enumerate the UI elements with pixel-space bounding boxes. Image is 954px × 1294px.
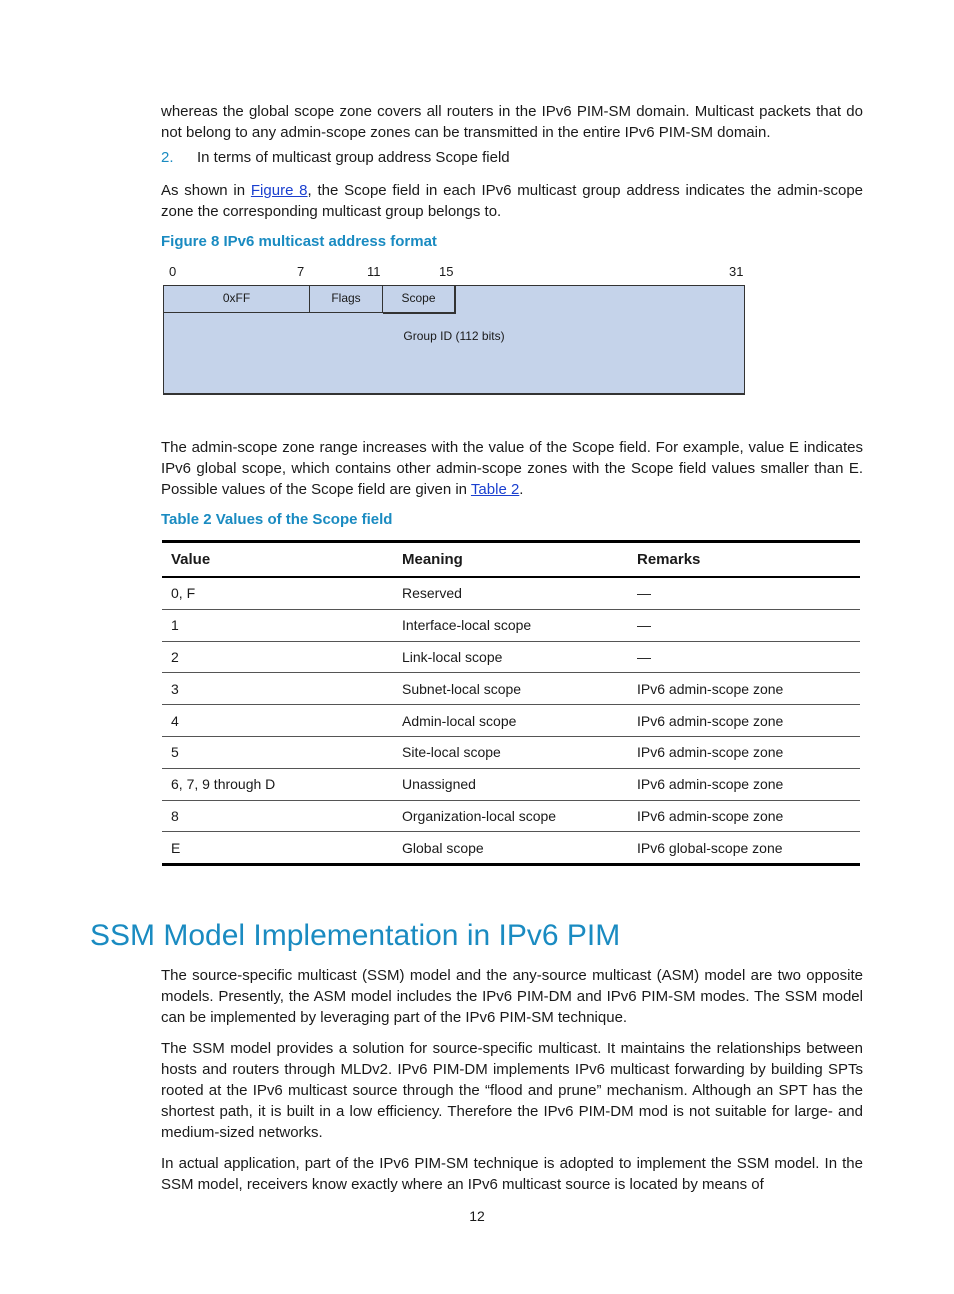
paragraph-text: The admin-scope zone range increases with the value of the Scope field. For example, value E indicates IPv6 global scope, which contains other admin-scope zones with the Scope field values smaller than E. Possible values of the Scope field are given in xyxy=(161,439,863,498)
bit-number: 11 xyxy=(367,264,381,279)
scope-range-paragraph xyxy=(161,437,863,500)
table-caption: Table 2 Values of the Scope field xyxy=(161,511,393,528)
prefix-field: 0xFF xyxy=(164,286,310,313)
table-row xyxy=(162,705,860,737)
section-paragraph: The SSM model provides a solution for source-specific multicast. It maintains the relationships between hosts and routers through MLDv2. IPv6 PIM-DM implements IPv6 multicast forwarding by building SPTs rooted at the IPv6 multicast source through the “flood and prune” mechanism. Although an SPT has the shortest path, it is built in a low efficiency. Therefore the IPv6 PIM-DM mod is not suitable for large- and medium-sized networks. xyxy=(161,1040,863,1141)
table-row xyxy=(162,641,860,673)
meaning-cell: Interface-local scope xyxy=(393,609,628,641)
header-meaning: Meaning xyxy=(393,542,628,578)
remarks-cell: — xyxy=(628,609,860,641)
bit-number: 0 xyxy=(169,264,177,279)
value-cell: 5 xyxy=(162,736,393,768)
header-remarks: Remarks xyxy=(628,542,860,578)
meaning-cell: Link-local scope xyxy=(393,641,628,673)
table-row xyxy=(162,577,860,609)
value-cell: 2 xyxy=(162,641,393,673)
bit-number: 15 xyxy=(439,264,454,279)
page-number: 12 xyxy=(469,1208,485,1224)
section-heading: SSM Model Implementation in IPv6 PIM xyxy=(90,919,621,952)
scope-values-table xyxy=(162,540,860,866)
table-row xyxy=(162,768,860,800)
remarks-cell: IPv6 global-scope zone xyxy=(628,832,860,865)
table-header-row xyxy=(162,542,860,578)
meaning-cell: Admin-local scope xyxy=(393,705,628,737)
step-text: In terms of multicast group address Scope field xyxy=(197,149,510,166)
remarks-cell: IPv6 admin-scope zone xyxy=(628,736,860,768)
remarks-cell: IPv6 admin-scope zone xyxy=(628,768,860,800)
value-cell: E xyxy=(162,832,393,865)
address-format-figure xyxy=(160,262,760,402)
meaning-cell: Global scope xyxy=(393,832,628,865)
meaning-cell: Subnet-local scope xyxy=(393,673,628,705)
value-cell: 8 xyxy=(162,800,393,832)
section-paragraph: In actual application, part of the IPv6 PIM-SM technique is adopted to implement the SSM model. In the SSM model, receivers know exactly where an IPv6 multicast source is located by means of xyxy=(161,1155,863,1193)
header-value: Value xyxy=(162,542,393,578)
remarks-cell: — xyxy=(628,641,860,673)
value-cell: 0, F xyxy=(162,577,393,609)
table-row xyxy=(162,800,860,832)
paragraph-text: , the Scope field in each IPv6 multicast group address indicates the admin-scope zone the corresponding multicast group belongs to. xyxy=(161,182,863,220)
meaning-cell: Reserved xyxy=(393,577,628,609)
remarks-cell: IPv6 admin-scope zone xyxy=(628,673,860,705)
scope-field: Scope xyxy=(383,286,456,314)
value-cell: 1 xyxy=(162,609,393,641)
figure-caption: Figure 8 IPv6 multicast address format xyxy=(161,233,437,250)
value-cell: 6, 7, 9 through D xyxy=(162,768,393,800)
flags-field: Flags xyxy=(310,286,383,313)
bit-number: 31 xyxy=(729,264,744,279)
remarks-cell: IPv6 admin-scope zone xyxy=(628,800,860,832)
table-row xyxy=(162,609,860,641)
table-row xyxy=(162,736,860,768)
figure-8-link[interactable]: Figure 8 xyxy=(250,182,308,199)
section-paragraph: The source-specific multicast (SSM) model and the any-source multicast (ASM) model are two opposite models. Presently, the ASM model includes the IPv6 PIM-DM and IPv6 PIM-SM modes. The SSM model can be implemented by leveraging part of the IPv6 PIM-SM technique. xyxy=(161,967,863,1026)
meaning-cell: Unassigned xyxy=(393,768,628,800)
bit-number: 7 xyxy=(297,264,305,279)
remarks-cell: — xyxy=(628,577,860,609)
intro-paragraph: whereas the global scope zone covers all routers in the IPv6 PIM-SM domain. Multicast packets that do not belong to any admin-scope zones can be transmitted in the entire IPv6 PIM-SM domain. xyxy=(161,103,863,141)
paragraph-text: As shown in xyxy=(161,182,251,199)
remarks-cell: IPv6 admin-scope zone xyxy=(628,705,860,737)
meaning-cell: Site-local scope xyxy=(393,736,628,768)
meaning-cell: Organization-local scope xyxy=(393,800,628,832)
table-row xyxy=(162,832,860,865)
group-id-label: Group ID (112 bits) xyxy=(403,329,505,343)
value-cell: 4 xyxy=(162,705,393,737)
paragraph-text: . xyxy=(519,481,524,498)
address-block xyxy=(163,285,745,395)
figure-reference-paragraph xyxy=(161,180,863,222)
step-number: 2. xyxy=(161,149,174,166)
value-cell: 3 xyxy=(162,673,393,705)
table-2-link[interactable]: Table 2 xyxy=(470,481,520,498)
table-row xyxy=(162,673,860,705)
